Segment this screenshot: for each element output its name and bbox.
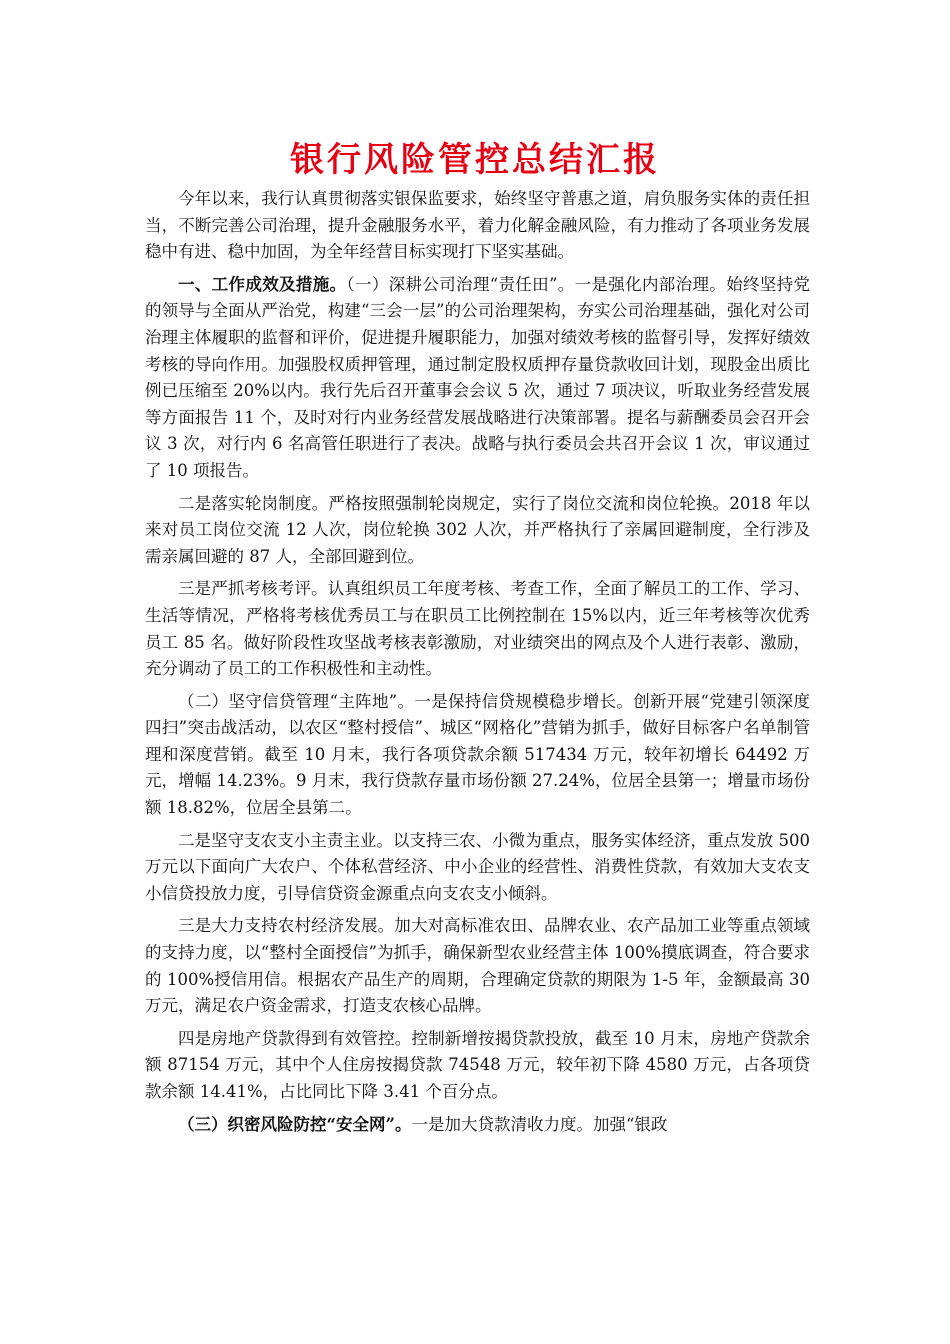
paragraph-assessment	[145, 576, 810, 682]
paragraph-text: 今年以来，我行认真贯彻落实银保监要求，始终坚守普惠之道，肩负服务实体的责任担当，不断完善公司治理，提升金融服务水平，着力化解金融风险，有力推动了各项业务发展稳中有进、稳中加固，为全年经营目标实现打下坚实基础。	[145, 189, 810, 262]
paragraph-text: 一是加大贷款清收力度。加强“银政	[411, 1114, 668, 1134]
paragraph-real-estate	[145, 1026, 810, 1106]
document-title: 银行风险管控总结汇报	[290, 140, 660, 180]
paragraph-section-one	[145, 272, 810, 485]
paragraph-intro	[145, 186, 810, 266]
paragraph-text: 四是房地产贷款得到有效管控。控制新增按揭贷款投放，截至 10 月末，房地产贷款余额 87154 万元，其中个人住房按揭贷款 74548 万元，较年初下降 4580 万元，占各项贷款余额 14.41%，占比同比下降 3.41 个百分点。	[145, 1028, 810, 1101]
paragraph-text: 三是严抓考核考评。认真组织员工年度考核、考查工作，全面了解员工的工作、学习、生活等情况，严格将考核优秀员工与在职员工比例控制在 15%以内，近三年考核等次优秀员工 85 名。做好阶段性攻坚战考核表彰激励，对业绩突出的网点及个人进行表彰、激励，充分调动了员工的工作积极性和主动性。	[145, 579, 810, 679]
section-heading: （三）织密风险防控“安全网”。	[178, 1114, 412, 1134]
document-body	[145, 186, 810, 1144]
paragraph-text: （一）深耕公司治理“责任田”。一是强化内部治理。始终坚持党的领导与全面从严治党，构建“三会一层”的公司治理架构，夯实公司治理基础，强化对公司治理主体履职的监督和评价，促进提升履职能力，加强对绩效考核的监督引导，发挥好绩效考核的导向作用。加强股权质押管理，通过制定股权质押存量贷款收回计划，现股金出质比例已压缩至 20%以内。我行先后召开董事会会议 5 次，通过 7 项决议，听取业务经营发展等方面报告 11 个，及时对行内业务经营发展战略进行决策部署。提名与薪酬委员会召开会议 3 次，对行内 6 名高管任职进行了表决。战略与执行委员会共召开会议 1 次，审议通过了 10 项报告。	[145, 274, 810, 480]
paragraph-rural-economy	[145, 913, 810, 1019]
paragraph-text: 二是坚守支农支小主责主业。以支持三农、小微为重点，服务实体经济，重点发放 500 万元以下面向广大农户、个体私营经济、中小企业的经营性、消费性贷款，有效加大支农支小信贷投放力度，引导信贷资金源重点向支农支小倾斜。	[145, 830, 810, 903]
paragraph-text: 二是落实轮岗制度。严格按照强制轮岗规定，实行了岗位交流和岗位轮换。2018 年以来对员工岗位交流 12 人次，岗位轮换 302 人次，并严格执行了亲属回避制度，全行涉及需亲属回避的 87 人，全部回避到位。	[145, 493, 810, 566]
paragraph-rotation	[145, 491, 810, 571]
paragraph-text: 三是大力支持农村经济发展。加大对高标准农田、品牌农业、农产品加工业等重点领域的支持力度，以“整村全面授信”为抓手，确保新型农业经营主体 100%摸底调查，符合要求的 100%授信用信。根据农产品生产的周期，合理确定贷款的期限为 1-5 年，金额最高 30 万元，满足农户资金需求，打造支农核心品牌。	[145, 916, 810, 1016]
paragraph-text: （二）坚守信贷管理“主阵地”。一是保持信贷规模稳步增长。创新开展“党建引领深度四扫”突击战活动，以农区“整村授信”、城区“网格化”营销为抓手，做好目标客户名单制管理和深度营销。截至 10 月末，我行各项贷款余额 517434 万元，较年初增长 64492 万元，增幅 14.23%。9 月末，我行贷款存量市场份额 27.24%，位居全县第一；增量市场份额 18.82%，位居全县第二。	[145, 691, 810, 818]
paragraph-agri-support	[145, 828, 810, 908]
paragraph-credit-management	[145, 689, 810, 822]
section-heading: 一、工作成效及措施。	[178, 274, 347, 294]
paragraph-risk-control	[145, 1112, 810, 1139]
